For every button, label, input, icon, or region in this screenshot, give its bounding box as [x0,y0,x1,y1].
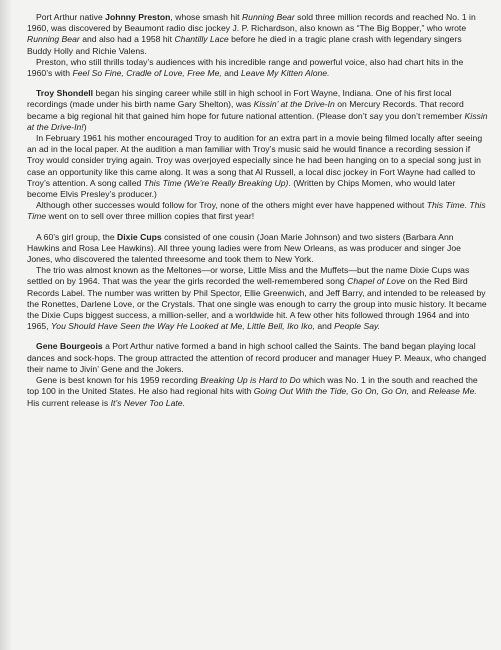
song-title: Release Me. [428,386,477,397]
paragraph [27,232,488,266]
paragraph [27,341,488,375]
text-run: Gene is best known for his 1959 recording [36,375,201,386]
song-title: This Time (We’re Really Breaking Up) [143,177,289,188]
text-run: Port Arthur native [36,12,106,22]
text-run: In February 1961 his mother encouraged Troy to audition for an extra part in a movie being filmed locally after seeing an ad in the local paper. At the audition a man familiar with Troy’s music said he would finance a recording session if Troy would consider trying again. Troy was overjoyed especially since he had been hanging on to a special song just in case an opportunity like this came along. It was a song that Al Russell, a local disc jockey in Fort Wayne had called to Troy’s attention. A song called [27,133,483,188]
song-title: Feel So Fine, Cradle of Love, Free Me, [72,68,222,79]
text-run: A 60’s girl group, the [36,231,118,242]
paragraph [27,57,488,79]
text-run: His current release is [27,397,111,408]
article-body [27,12,488,418]
text-run: before he died in a tragic plane crash with legendary singers Buddy Holly and Richie Valens. [27,34,462,56]
text-run: and [314,321,335,332]
song-title: Breaking Up is Hard to Do [200,375,301,386]
song-title: Leave My Kitten Alone. [241,68,330,79]
song-title: Running Bear [241,12,295,22]
song-title: People Say. [334,321,381,332]
text-run: . (Written by Chips Momen, who would later become Elvis Presley’s producer.) [27,177,456,200]
song-title: Chantilly Lace [174,34,229,45]
text-run: went on to sell over three million copies that first year! [46,211,255,222]
text-run: and [221,68,241,79]
section-troy-shondell [27,88,488,222]
page-edge-shadow [0,0,12,650]
text-run: consisted of one cousin (Joan Marie Johnson) and two sisters (Barbara Ann Hawkins and Rosa Lee Hawkins). All three young ladies were from New Orleans, as was producer and singer Joe Jones, who discovered the talented threesome and took them to New York. [27,231,461,265]
text-run: . [464,200,470,211]
artist-name: Gene Bourgeois [36,341,103,352]
song-title: Going Out With the Tide, Go On, Go On, [253,386,410,397]
text-run: which was No. 1 in the south and reached the top 100 in the United States. He also had regional hits with [27,375,478,397]
text-run: Preston, who still thrills today’s audiences with his incredible range and powerful voice, also had chart hits in the 1960’s with [27,56,464,79]
section-gene-bourgeois [27,341,488,408]
paragraph [27,200,488,222]
paragraph [27,375,488,409]
artist-name: Troy Shondell [36,88,94,99]
song-title: This Time [426,200,465,211]
text-run: Although other successes would follow for Troy, none of the others might ever have happened without [36,200,427,211]
text-run: and [409,386,429,397]
song-title: It’s Never Too Late. [110,397,186,408]
song-title: Kissin at the Drive-In! [27,110,488,132]
song-title: This Time [27,200,486,222]
text-run: on Mercury Records. That record became a big regional hit that gained him hope for future national attention. (Please don’t say you don’t remember [27,99,465,121]
section-dixie-cups [27,232,488,333]
text-run: a Port Arthur native formed a band in high school called the Saints. The band began playing local dances and sock-hops. The group attracted the attention of record producer and manager Huey P. Meaux, who changed their name to Jivin’ Gene and the Jokers. [27,341,487,374]
paragraph [27,265,488,332]
text-run: The trio was almost known as the Meltones—or worse, Little Miss and the Muffets—but the name Dixie Cups was settled on by 1964. That was the year the girls recorded the well-remembered song [27,265,470,287]
text-run: sold three million records and reached No. 1 in 1960, was discovered by Beaumont radio disc jockey J. P. Richardson, also known as “The Big Bopper,” who wrote [27,12,476,34]
text-run: , whose smash hit [170,12,242,22]
text-run: began his singing career while still in high school in Fort Wayne, Indiana. One of his first local recordings (made under his birth name Gary Shelton), was [27,88,452,110]
text-run: on the Red Bird Records Label. The number was written by Phil Spector, Ellie Greenwich, and Jeff Barry, and intended to be released by the Ronettes, Darlene Love, or the Crystals. That one single was enough to carry the group into music history. It became the Dixie Cups biggest success, a million-seller, and a worldwide hit. A few other hits followed through 1964 and into 1965, [27,276,487,332]
text-run: and also had a 1958 hit [79,34,175,45]
paragraph [27,88,488,133]
song-title: Kissin’ at the Drive-In [253,99,335,110]
paragraph [27,133,488,200]
song-title: Running Bear [27,34,80,45]
artist-name: Johnny Preston [105,12,171,22]
song-title: You Should Have Seen the Way He Looked at Me, Little Bell, Iko Iko, [51,321,315,332]
paragraph [27,12,488,57]
section-johnny-preston [27,12,488,79]
artist-name: Dixie Cups [117,231,162,242]
text-run: ) [83,121,87,132]
song-title: Chapel of Love [347,276,406,287]
